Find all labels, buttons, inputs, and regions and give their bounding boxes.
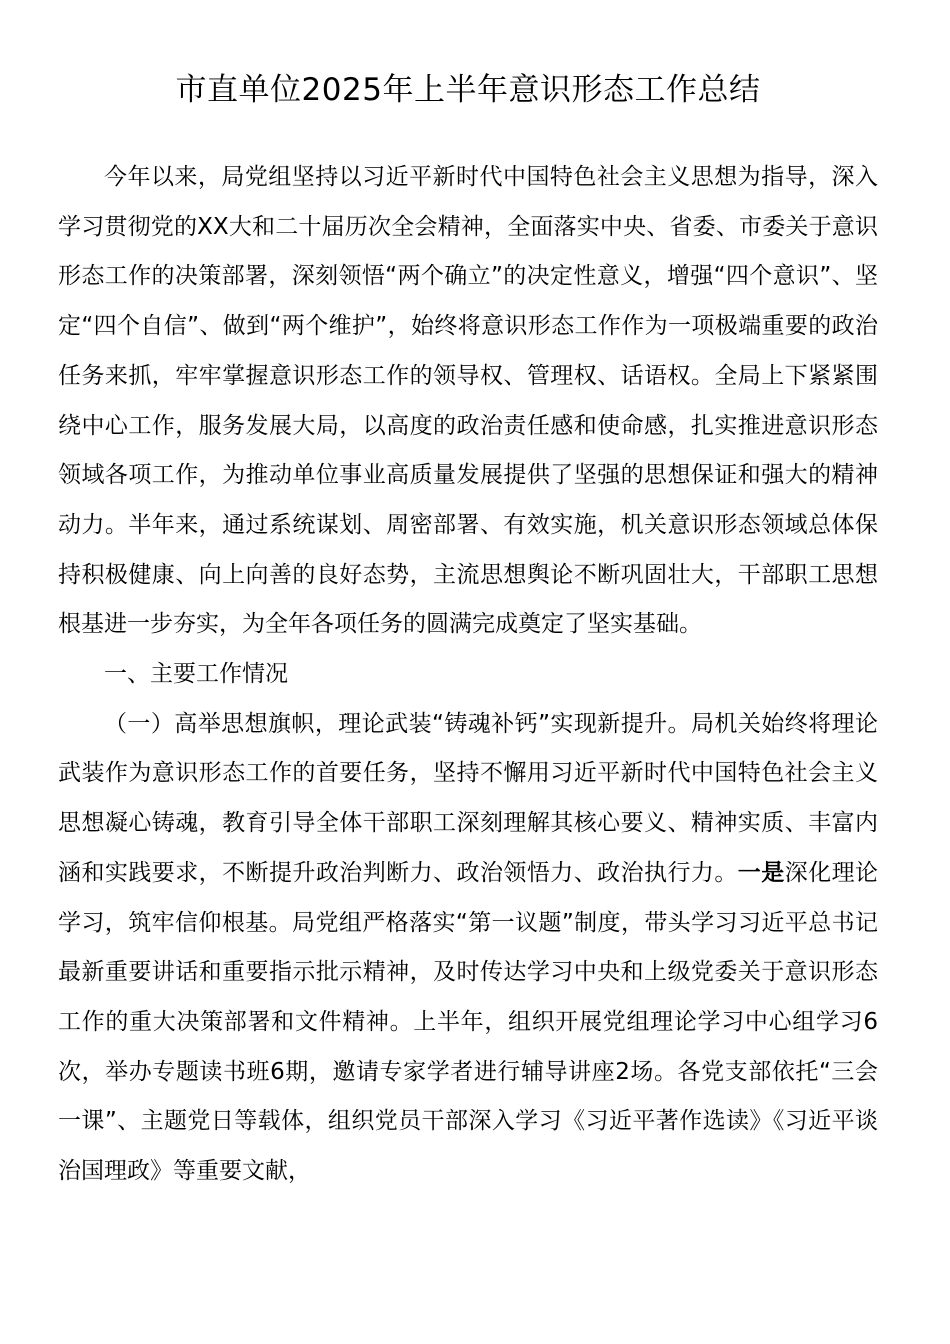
subsection-paragraph-theory [58,700,878,1197]
intro-paragraph: 今年以来，局党组坚持以习近平新时代中国特色社会主义思想为指导，深入学习贯彻党的XX大和二十届历次全会精神，全面落实中央、省委、市委关于意识形态工作的决策部署，深刻领悟“两个确立”的决定性意义，增强“四个意识”、坚定“四个自信”、做到“两个维护”，始终将意识形态工作作为一项极端重要的政治任务来抓，牢牢掌握意识形态工作的领导权、管理权、话语权。全局上下紧紧围绕中心工作，服务发展大局，以高度的政治责任感和使命感，扎实推进意识形态领域各项工作，为推动单位事业高质量发展提供了坚强的思想保证和强大的精神动力。半年来，通过系统谋划、周密部署、有效实施，机关意识形态领域总体保持积极健康、向上向善的良好态势，主流思想舆论不断巩固壮大，干部职工思想根基进一步夯实，为全年各项任务的圆满完成奠定了坚实基础。 [58,164,878,638]
point-one-text: 深化理论学习，筑牢信仰根基。局党组严格落实“第一议题”制度，带头学习习近平总书记最新重要讲话和重要指示批示精神，及时传达学习中央和上级党委关于意识形态工作的重大决策部署和文件精神。上半年，组织开展党组理论学习中心组学习6次，举办专题读书班6期，邀请专家学者进行辅导讲座2场。各党支部依托“三会一课”、主题党日等载体，组织党员干部深入学习《习近平著作选读》《习近平谈治国理政》等重要文献， [58,859,879,1185]
document-page [58,62,878,1197]
point-one-label: 一是 [737,859,785,886]
document-title: 市直单位2025年上半年意识形态工作总结 [175,72,761,108]
subsection-theory-text: （一）高举思想旗帜，理论武装“铸魂补钙”实现新提升。局机关始终将理论武装作为意识形态工作的首要任务，坚持不懈用习近平新时代中国特色社会主义思想凝心铸魂，教育引导全体干部职工深刻理解其核心要义、精神实质、丰富内涵和实践要求，不断提升政治判断力、政治领悟力、政治执行力。 [58,710,878,886]
document-body [58,153,878,1197]
section-heading-main-work: 一、主要工作情况 [104,661,288,688]
